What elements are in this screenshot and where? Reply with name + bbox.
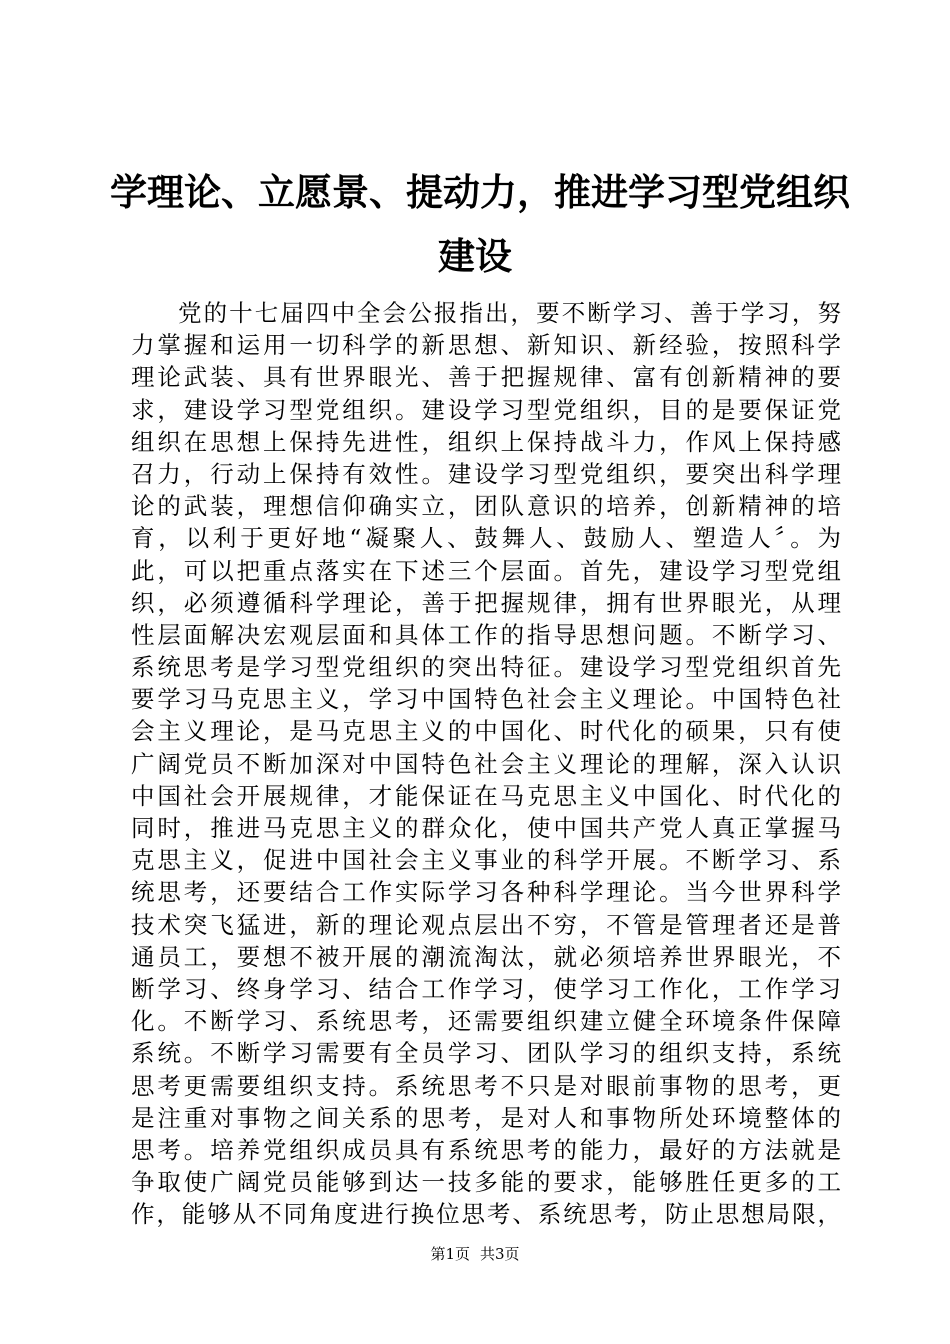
body-line: 性层面解决宏观层面和具体工作的指导思想问题。不断学习、 bbox=[131, 620, 841, 649]
title-line-1: 学理论、立愿景、提动力，推进学习型党组织 bbox=[110, 170, 850, 214]
body-line: 求，建设学习型党组织。建设学习型党组织，目的是要保证党 bbox=[131, 395, 841, 424]
body-line: 技术突飞猛进，新的理论观点层出不穷，不管是管理者还是普 bbox=[131, 910, 841, 939]
body-line: 是注重对事物之间关系的思考，是对人和事物所处环境整体的 bbox=[131, 1103, 841, 1132]
body-line: 同时，推进马克思主义的群众化，使中国共产党人真正掌握马 bbox=[131, 814, 841, 842]
body-line: 系统。不断学习需要有全员学习、团队学习的组织支持，系统 bbox=[131, 1039, 841, 1068]
body-line: 争取使广阔党员能够到达一技多能的要求，能够胜任更多的工 bbox=[131, 1168, 841, 1197]
body-line: 论的武装，理想信仰确实立，团队意识的培养，创新精神的培 bbox=[131, 492, 841, 521]
body-line: 育，以利于更好地“凝聚人、鼓舞人、鼓励人、塑造人〞。为 bbox=[131, 524, 841, 553]
body-paragraph bbox=[131, 297, 841, 1230]
body-line: 力掌握和运用一切科学的新思想、新知识、新经验，按照科学 bbox=[131, 331, 841, 360]
document-title bbox=[110, 160, 850, 288]
title-line-2: 建设 bbox=[438, 234, 512, 278]
body-line: 化。不断学习、系统思考，还需要组织建立健全环境条件保障 bbox=[131, 1007, 841, 1036]
body-line: 织，必须遵循科学理论，善于把握规律，拥有世界眼光，从理 bbox=[131, 588, 841, 617]
body-line: 思考。培养党组织成员具有系统思考的能力，最好的方法就是 bbox=[131, 1135, 841, 1164]
body-line: 作，能够从不同角度进行换位思考、系统思考，防止思想局限， bbox=[131, 1200, 841, 1229]
body-line: 党的十七届四中全会公报指出，要不断学习、善于学习，努 bbox=[178, 299, 841, 327]
page-number-total: 共3页 bbox=[480, 1245, 520, 1263]
body-line: 中国社会开展规律，才能保证在马克思主义中国化、时代化的 bbox=[131, 781, 841, 810]
body-line: 统思考，还要结合工作实际学习各种科学理论。当今世界科学 bbox=[131, 878, 841, 907]
body-line: 召力，行动上保持有效性。建设学习型党组织，要突出科学理 bbox=[131, 459, 841, 488]
body-line: 此，可以把重点落实在下述三个层面。首先，建设学习型党组 bbox=[131, 556, 841, 585]
body-line: 系统思考是学习型党组织的突出特征。建设学习型党组织首先 bbox=[131, 653, 841, 682]
body-line: 通员工，要想不被开展的潮流淘汰，就必须培养世界眼光，不 bbox=[131, 942, 841, 971]
body-line: 广阔党员不断加深对中国特色社会主义理论的理解，深入认识 bbox=[131, 749, 841, 778]
body-line: 要学习马克思主义，学习中国特色社会主义理论。中国特色社 bbox=[131, 685, 841, 714]
body-line: 克思主义，促进中国社会主义事业的科学开展。不断学习、系 bbox=[131, 846, 841, 875]
body-line: 组织在思想上保持先进性，组织上保持战斗力，作风上保持感 bbox=[131, 427, 841, 456]
body-line: 理论武装、具有世界眼光、善于把握规律、富有创新精神的要 bbox=[131, 363, 841, 392]
page-footer bbox=[0, 1243, 950, 1265]
page-number-current: 第1页 bbox=[430, 1245, 470, 1263]
body-line: 会主义理论，是马克思主义的中国化、时代化的硕果，只有使 bbox=[131, 717, 841, 746]
body-line: 断学习、终身学习、结合工作学习，使学习工作化，工作学习 bbox=[131, 974, 841, 1003]
body-line: 思考更需要组织支持。系统思考不只是对眼前事物的思考，更 bbox=[131, 1071, 841, 1100]
